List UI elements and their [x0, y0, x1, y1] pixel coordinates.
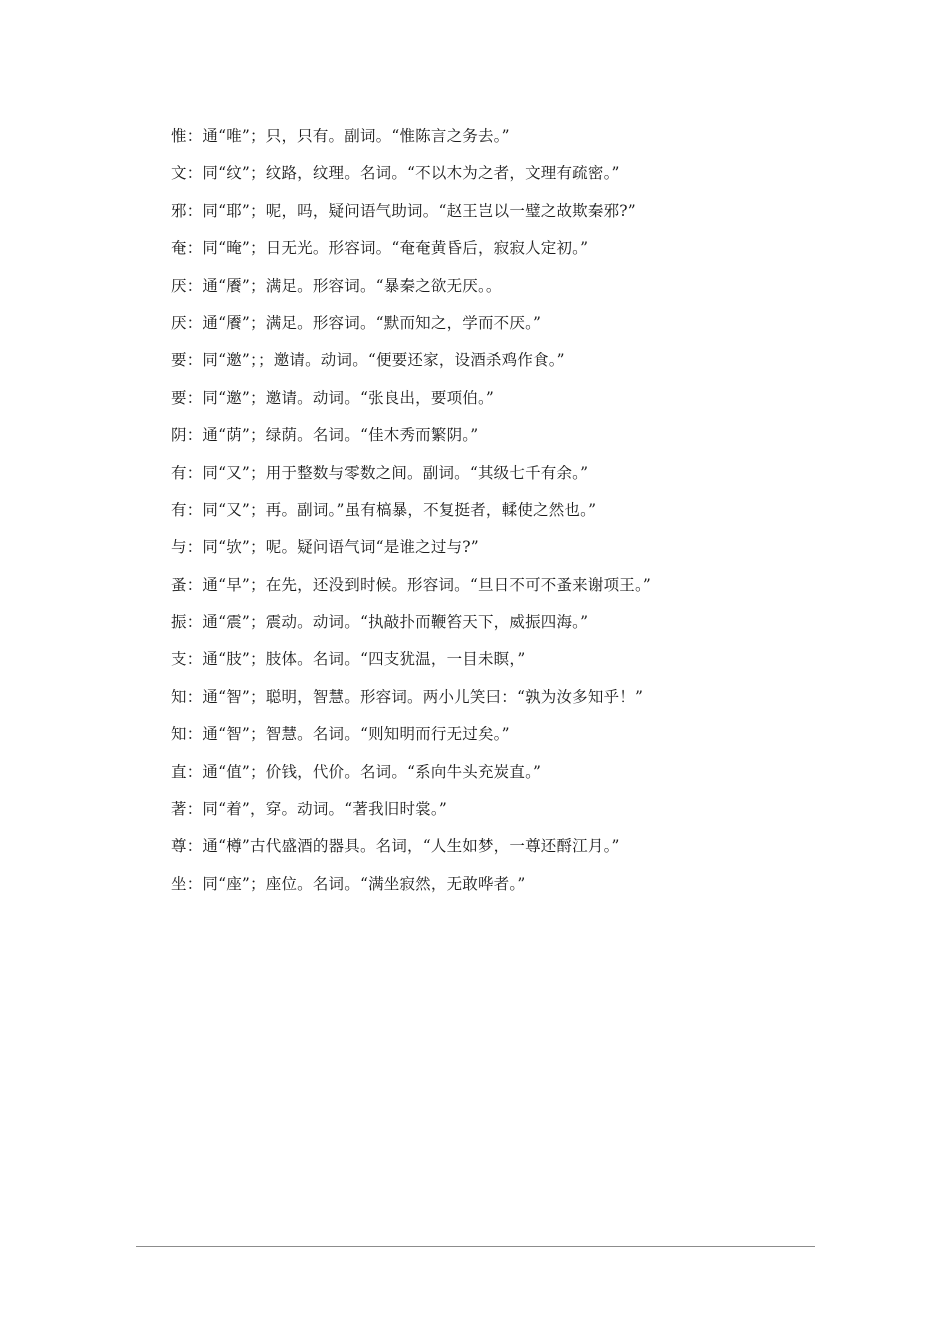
entry-wen: 文：同“纹”；纹路，纹理。名词。“不以木为之者，文理有疏密。” — [171, 164, 620, 183]
entry-yan: 奄：同“晻”；日无光。形容词。“奄奄黄昏后，寂寂人定初。” — [171, 239, 589, 258]
entry-yao-2: 要：同“邀”；邀请。动词。“张良出，要项伯。” — [171, 388, 495, 407]
entry-yan-1: 厌：通“餍”；满足。形容词。“暴秦之欲无厌。。 — [171, 276, 502, 295]
footer-divider — [136, 1246, 815, 1247]
entry-xie: 邪：同“耶”；呢，吗，疑问语气助词。“赵王岂以一璧之故欺秦邪?” — [171, 201, 636, 220]
entry-zun: 尊：通“樽”古代盛酒的器具。名词，“人生如梦，一尊还酹江月。” — [171, 837, 620, 856]
entry-zuo: 坐：同“座”；座位。名词。“满坐寂然，无敢哗者。” — [171, 874, 526, 893]
entry-zhen: 振：通“震”；震动。动词。“执敲扑而鞭笞天下，威振四海。” — [171, 613, 589, 632]
entry-list — [171, 124, 831, 909]
entry-zhu: 著：同“着”，穿。动词。“著我旧时裳。” — [171, 800, 447, 819]
entry-yu: 与：同“欤”；呢。疑问语气词“是谁之过与?” — [171, 538, 479, 557]
entry-zao: 蚤：通“早”；在先，还没到时候。形容词。“旦日不可不蚤来谢项王。” — [171, 575, 652, 594]
entry-yao-1: 要：同“邀”；；邀请。动词。“便要还家，设酒杀鸡作食。” — [171, 351, 565, 370]
entry-zhi-value: 直：通“值”；价钱，代价。名词。“系向牛头充炭直。” — [171, 762, 542, 781]
entry-yin: 阴：通“荫”；绿荫。名词。“佳木秀而繁阴。” — [171, 426, 479, 445]
entry-wei: 惟：通“唯”；只，只有。副词。“惟陈言之务去。” — [171, 127, 510, 145]
entry-you-2: 有：同“又”；再。副词。”虽有槁暴，不复挺者，輮使之然也。” — [171, 500, 597, 519]
entry-zhi-limb: 支：通“肢”；肢体。名词。“四支犹温，一目未瞑，” — [171, 650, 526, 669]
entry-you-1: 有：同“又”；用于整数与零数之间。副词。“其级七千有余。” — [171, 463, 589, 482]
entry-yan-2: 厌：通“餍”；满足。形容词。“默而知之，学而不厌。” — [171, 313, 542, 332]
entry-zhi-wisdom-1: 知：通“智”；聪明，智慧。形容词。两小儿笑曰：“孰为汝多知乎！” — [171, 687, 644, 706]
entry-zhi-wisdom-2: 知：通“智”；智慧。名词。“则知明而行无过矣。” — [171, 725, 510, 744]
